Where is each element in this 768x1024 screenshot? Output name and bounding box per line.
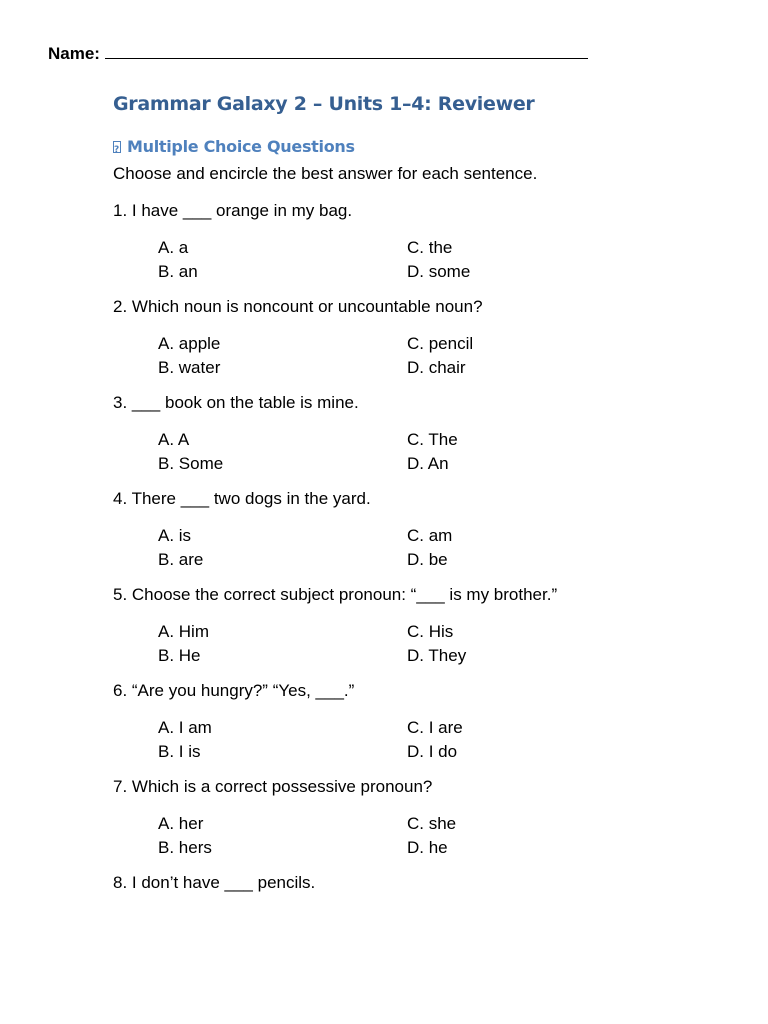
- answer-option[interactable]: B. an: [158, 262, 198, 281]
- question-item: [113, 776, 673, 860]
- answer-option[interactable]: B. He: [158, 646, 201, 665]
- answer-option[interactable]: C. pencil: [407, 334, 474, 353]
- answer-option[interactable]: D. An: [407, 454, 449, 473]
- name-field-row: [48, 42, 588, 65]
- answer-option[interactable]: C. I are: [407, 718, 463, 737]
- question-item: [113, 200, 673, 284]
- question-item: [113, 872, 673, 894]
- question-text: 3. ___ book on the table is mine.: [113, 393, 359, 412]
- answer-option[interactable]: A. A: [158, 430, 190, 449]
- question-list: [113, 200, 673, 908]
- answer-option[interactable]: A. I am: [158, 718, 212, 737]
- page-title: Grammar Galaxy 2 – Units 1–4: Reviewer: [113, 93, 535, 115]
- answer-option[interactable]: A. is: [158, 526, 192, 545]
- answer-option[interactable]: B. I is: [158, 742, 201, 761]
- answer-option[interactable]: D. he: [407, 838, 448, 857]
- answer-option[interactable]: B. are: [158, 550, 204, 569]
- missing-glyph-icon: [113, 141, 121, 153]
- question-text: 6. “Are you hungry?” “Yes, ___.”: [113, 681, 355, 700]
- answer-options: [158, 524, 673, 572]
- answer-option[interactable]: D. chair: [407, 358, 466, 377]
- answer-option[interactable]: B. Some: [158, 454, 224, 473]
- name-label: Name:: [48, 44, 100, 63]
- answer-options: [158, 332, 673, 380]
- answer-options: [158, 716, 673, 764]
- question-item: [113, 584, 673, 668]
- section-heading: [113, 136, 355, 158]
- answer-option[interactable]: D. be: [407, 550, 448, 569]
- answer-option[interactable]: D. some: [407, 262, 471, 281]
- question-item: [113, 488, 673, 572]
- question-item: [113, 680, 673, 764]
- answer-options: [158, 620, 673, 668]
- answer-option[interactable]: B. water: [158, 358, 221, 377]
- answer-option[interactable]: A. her: [158, 814, 204, 833]
- question-text: 1. I have ___ orange in my bag.: [113, 201, 353, 220]
- answer-option[interactable]: D. They: [407, 646, 467, 665]
- answer-options: [158, 428, 673, 476]
- answer-option[interactable]: C. am: [407, 526, 453, 545]
- answer-options: [158, 236, 673, 284]
- answer-option[interactable]: C. His: [407, 622, 454, 641]
- question-text: 5. Choose the correct subject pronoun: “___ is my brother.”: [113, 585, 558, 604]
- question-text: 2. Which noun is noncount or uncountable noun?: [113, 297, 483, 316]
- answer-options: [158, 812, 673, 860]
- answer-option[interactable]: A. Him: [158, 622, 209, 641]
- answer-option[interactable]: A. a: [158, 238, 189, 257]
- question-item: [113, 296, 673, 380]
- question-item: [113, 392, 673, 476]
- section-heading-label: Multiple Choice Questions: [127, 137, 355, 156]
- name-blank-line[interactable]: [105, 42, 588, 59]
- question-text: 7. Which is a correct possessive pronoun?: [113, 777, 433, 796]
- answer-option[interactable]: C. she: [407, 814, 457, 833]
- question-text: 4. There ___ two dogs in the yard.: [113, 489, 371, 508]
- answer-option[interactable]: C. the: [407, 238, 453, 257]
- instructions: Choose and encircle the best answer for each sentence.: [113, 164, 538, 183]
- answer-option[interactable]: A. apple: [158, 334, 221, 353]
- answer-option[interactable]: C. The: [407, 430, 458, 449]
- answer-option[interactable]: B. hers: [158, 838, 212, 857]
- answer-option[interactable]: D. I do: [407, 742, 458, 761]
- question-text: 8. I don’t have ___ pencils.: [113, 873, 316, 892]
